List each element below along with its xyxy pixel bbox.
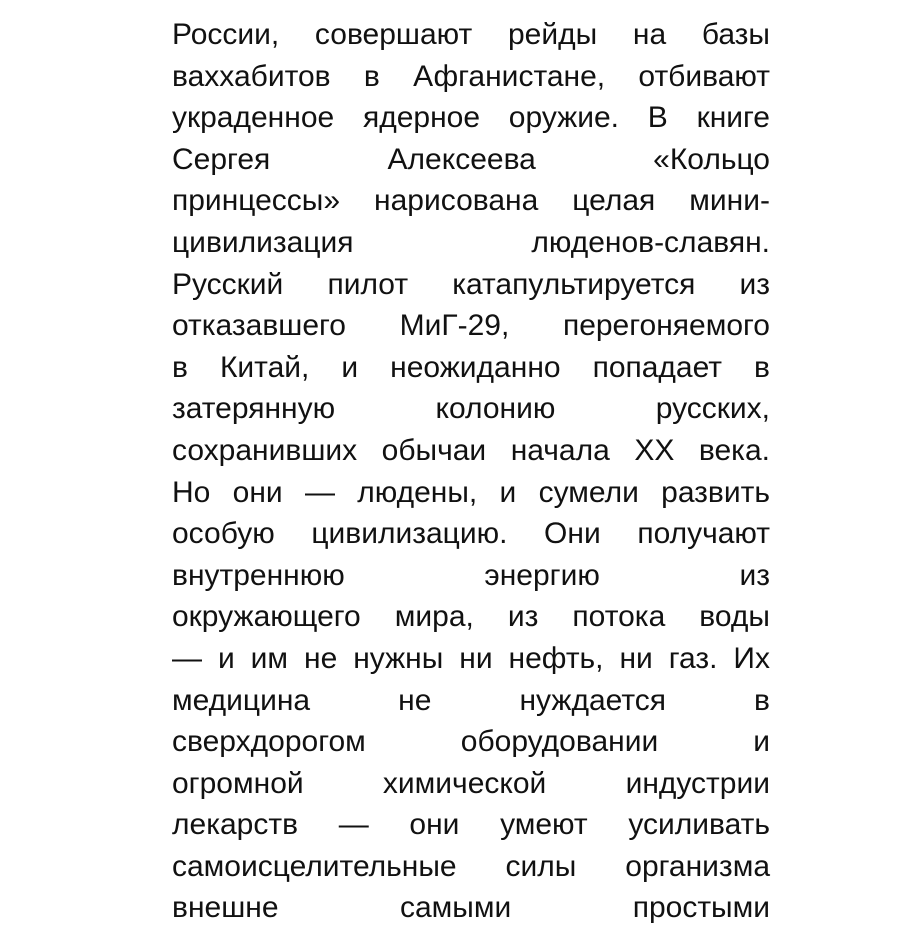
text-line: внутреннюю энергию из: [172, 558, 770, 592]
text-line: сверхдорогом оборудовании и: [172, 725, 770, 759]
text-line: внешне самыми простыми: [172, 891, 770, 925]
text-line: принцессы» нарисована целая мини-: [172, 184, 770, 218]
text-line: ваххабитов в Афганистане, отбивают: [172, 59, 770, 93]
text-line: Но они — людены, и сумели развить: [172, 475, 770, 509]
text-body: [172, 14, 770, 929]
text-line: Сергея Алексеева «Кольцо: [172, 142, 770, 176]
text-line: особую цивилизацию. Они получают: [172, 517, 770, 551]
text-line: окружающего мира, из потока воды: [172, 600, 770, 634]
text-line: в Китай, и неожиданно попадает в: [172, 350, 770, 384]
text-line: украденное ядерное оружие. В книге: [172, 101, 770, 135]
text-line: — и им не нужны ни нефть, ни газ. Их: [172, 641, 770, 675]
text-line: цивилизация люденов-славян.: [172, 225, 770, 259]
text-line: затерянную колонию русских,: [172, 392, 770, 426]
text-line: огромной химической индустрии: [172, 766, 770, 800]
text-line: лекарств — они умеют усиливать: [172, 808, 770, 842]
text-line: самоисцелительные силы организма: [172, 849, 770, 883]
text-line: отказавшего МиГ-29, перегоняемого: [172, 309, 770, 343]
text-line: Русский пилот катапультируется из: [172, 267, 770, 301]
text-line: сохранивших обычаи начала XX века.: [172, 433, 770, 467]
text-line: России, совершают рейды на базы: [172, 18, 770, 51]
text-line: медицина не нуждается в: [172, 683, 770, 717]
